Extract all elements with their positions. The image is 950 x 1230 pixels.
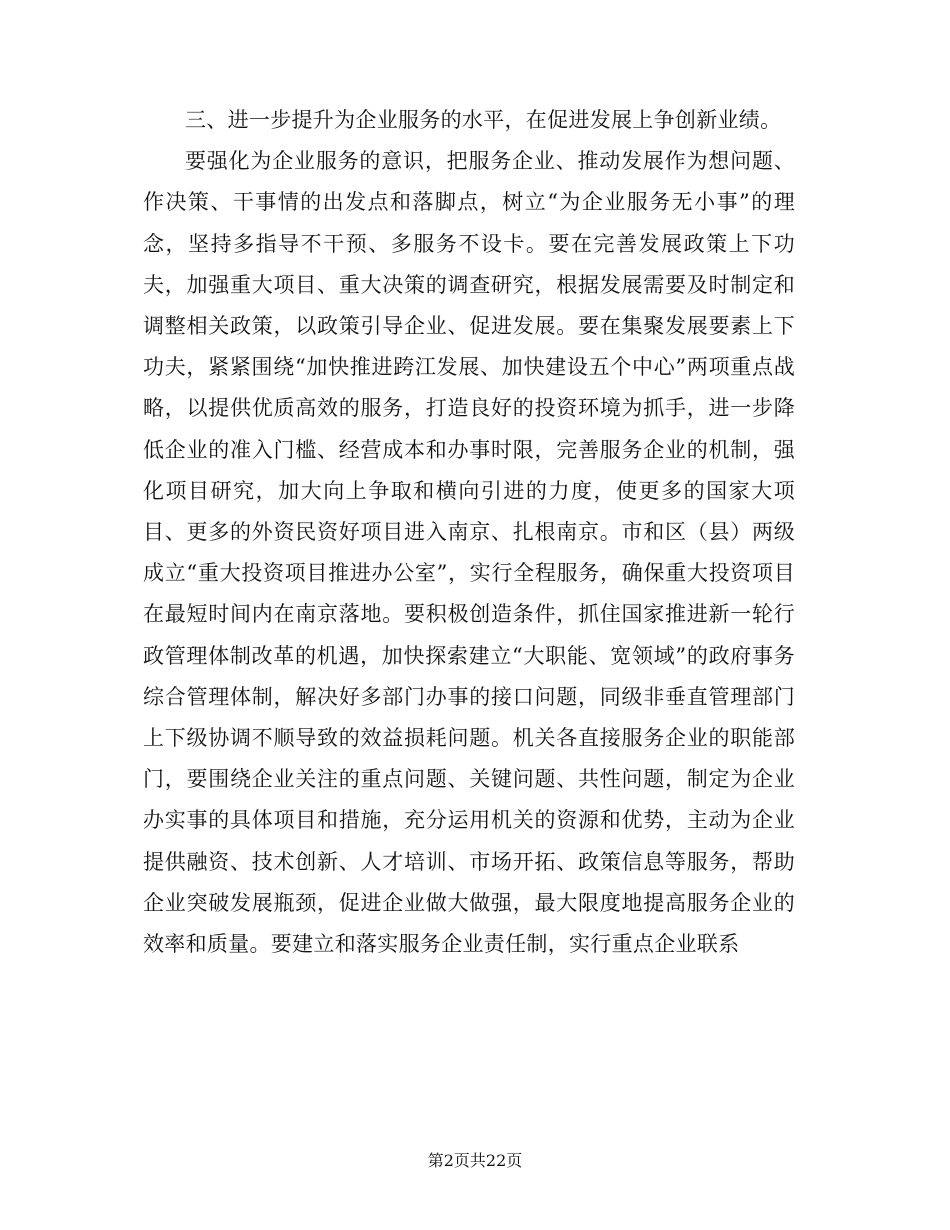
section-heading: 三、进一步提升为企业服务的水平，在促进发展上争创新业绩。: [185, 108, 782, 132]
document-body: [143, 100, 795, 965]
page-footer: 第2页共22页: [427, 1151, 523, 1170]
body-paragraph: 要强化为企业服务的意识，把服务企业、推动发展作为想问题、作决策、干事情的出发点和落脚点，树立“为企业服务无小事”的理念，坚持多指导不干预、多服务不设卡。要在完善发展政策上下功夫，加强重大项目、重大决策的调查研究，根据发展需要及时制定和调整相关政策，以政策引导企业、促进发展。要在集聚发展要素上下功夫，紧紧围绕“加快推进跨江发展、加快建设五个中心”两项重点战略，以提供优质高效的服务，打造良好的投资环境为抓手，进一步降低企业的准入门槛、经营成本和办事时限，完善服务企业的机制，强化项目研究，加大向上争取和横向引进的力度，使更多的国家大项目、更多的外资民资好项目进入南京、扎根南京。市和区（县）两级成立“重大投资项目推进办公室”，实行全程服务，确保重大投资项目在最短时间内在南京落地。要积极创造条件，抓住国家推进新一轮行政管理体制改革的机遇，加快探索建立“大职能、宽领域”的政府事务综合管理体制，解决好多部门办事的接口问题，同级非垂直管理部门上下级协调不顺导致的效益损耗问题。机关各直接服务企业的职能部门，要围绕企业关注的重点问题、关键问题、共性问题，制定为企业办实事的具体项目和措施，充分运用机关的资源和优势，主动为企业提供融资、技术创新、人才培训、市场开拓、政策信息等服务，帮助企业突破发展瓶颈，促进企业做大做强，最大限度地提高服务企业的效率和质量。要建立和落实服务企业责任制，实行重点企业联系: [143, 149, 795, 957]
